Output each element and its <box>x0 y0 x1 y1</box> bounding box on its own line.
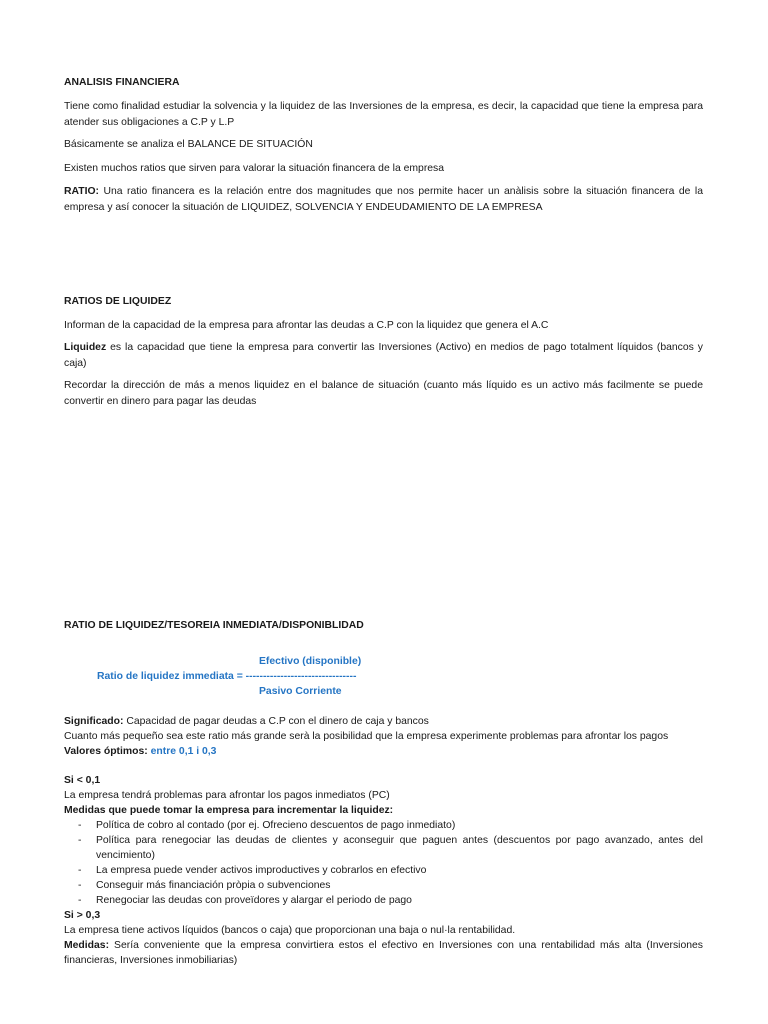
paragraph-finalidad: Tiene como finalidad estudiar la solvencia y la liquidez de las Inversiones de la empresa, es decir, la capacidad que tiene la empresa para atender sus obligaciones a C.P y L.P <box>64 101 703 128</box>
paragraph-ratio-definition <box>64 184 703 216</box>
paragraph-liquidez-definition <box>64 340 703 372</box>
liquidez-text: es la capacidad que tiene la empresa para convertir las Inversiones (Activo) en medios de pago totalment líquidos (bancos y caja) <box>64 342 703 369</box>
significado-line <box>64 714 703 729</box>
significado-label: Significado: <box>64 716 124 727</box>
paragraph-recordar: Recordar la dirección de más a menos liquidez en el balance de situación (cuanto más líquido es un activo más facilmente se puede convertir en dinero para pagar las deudas <box>64 380 703 407</box>
valores-optimos-line <box>64 744 703 759</box>
paragraph-ratios: Existen muchos ratios que sirven para valorar la situación financera de la empresa <box>64 163 445 174</box>
medidas-title: Medidas que puede tomar la empresa para incrementar la liquidez: <box>64 805 394 816</box>
si-menor-title: Si < 0,1 <box>64 775 101 786</box>
formula-denominator: Pasivo Corriente <box>259 686 342 697</box>
significado-text: Capacidad de pagar deudas a C.P con el dinero de caja y bancos <box>123 716 429 727</box>
si-menor-text: La empresa tendrá problemas para afrontar los pagos inmediatos (PC) <box>64 790 390 801</box>
si-menor-block <box>64 773 703 968</box>
ratio-label: RATIO: <box>64 186 100 197</box>
significado-block <box>64 714 703 759</box>
medidas-label: Medidas: <box>64 940 110 951</box>
list-item: - La empresa puede vender activos improductives y cobrarlos en efectivo <box>64 863 703 878</box>
liquidez-label: Liquidez <box>64 342 107 353</box>
si-mayor-text: La empresa tiene activos líquidos (bancos o caja) que proporcionan una baja o nul·la rentabilidad. <box>64 925 516 936</box>
medidas-final <box>64 938 703 968</box>
formula-lhs: Ratio de liquidez immediata = -------------------------------- <box>97 671 357 682</box>
list-item: - Política para renegociar las deudas de clientes y aconseguir que paguen antes (descuentos por pago avanzado, antes del vencimiento) <box>64 833 703 863</box>
list-item: - Renegociar las deudas con proveïdores y alargar el periodo de pago <box>64 893 703 908</box>
formula-numerator: Efectivo (disponible) <box>259 656 362 667</box>
medidas-text: Sería conveniente que la empresa convirtiera estos el efectivo en Inversiones con una rentabilidad más alta (Inversiones financieras, Inversiones inmobiliarias) <box>64 940 703 966</box>
list-item: - Política de cobro al contado (por ej. Ofrecieno descuentos de pago inmediato) <box>64 818 703 833</box>
valores-optimos-value: entre 0,1 i 0,3 <box>147 746 217 757</box>
si-mayor-title: Si > 0,3 <box>64 910 101 921</box>
paragraph-informan: Informan de la capacidad de la empresa para afrontar las deudas a C.P con la liquidez que genera el A.C <box>64 320 549 331</box>
section-title-ratios-liquidez: RATIOS DE LIQUIDEZ <box>64 296 172 307</box>
list-item: - Conseguir más financiación pròpia o subvenciones <box>64 878 703 893</box>
medidas-list <box>64 818 703 908</box>
ratio-text: Una ratio financera es la relación entre dos magnitudes que nos permite hacer un anàlisis sobre la situación financera de la empresa y así conocer la situación de LIQUIDEZ, SOLVENCIA Y ENDEUDAMIENTO DE LA EMPRESA <box>64 186 703 213</box>
paragraph-balance: Básicamente se analiza el BALANCE DE SITUACIÓN <box>64 139 313 150</box>
section-title-tesoreria: RATIO DE LIQUIDEZ/TESOREIA INMEDIATA/DISPONIBLIDAD <box>64 620 364 631</box>
significado-line-2: Cuanto más pequeño sea este ratio más grande serà la posibilidad que la empresa experimente problemas para afrontar los pagos <box>64 731 669 742</box>
section-title-analisis: ANALISIS FINANCIERA <box>64 77 180 88</box>
valores-optimos-label: Valores óptimos: <box>64 746 148 757</box>
